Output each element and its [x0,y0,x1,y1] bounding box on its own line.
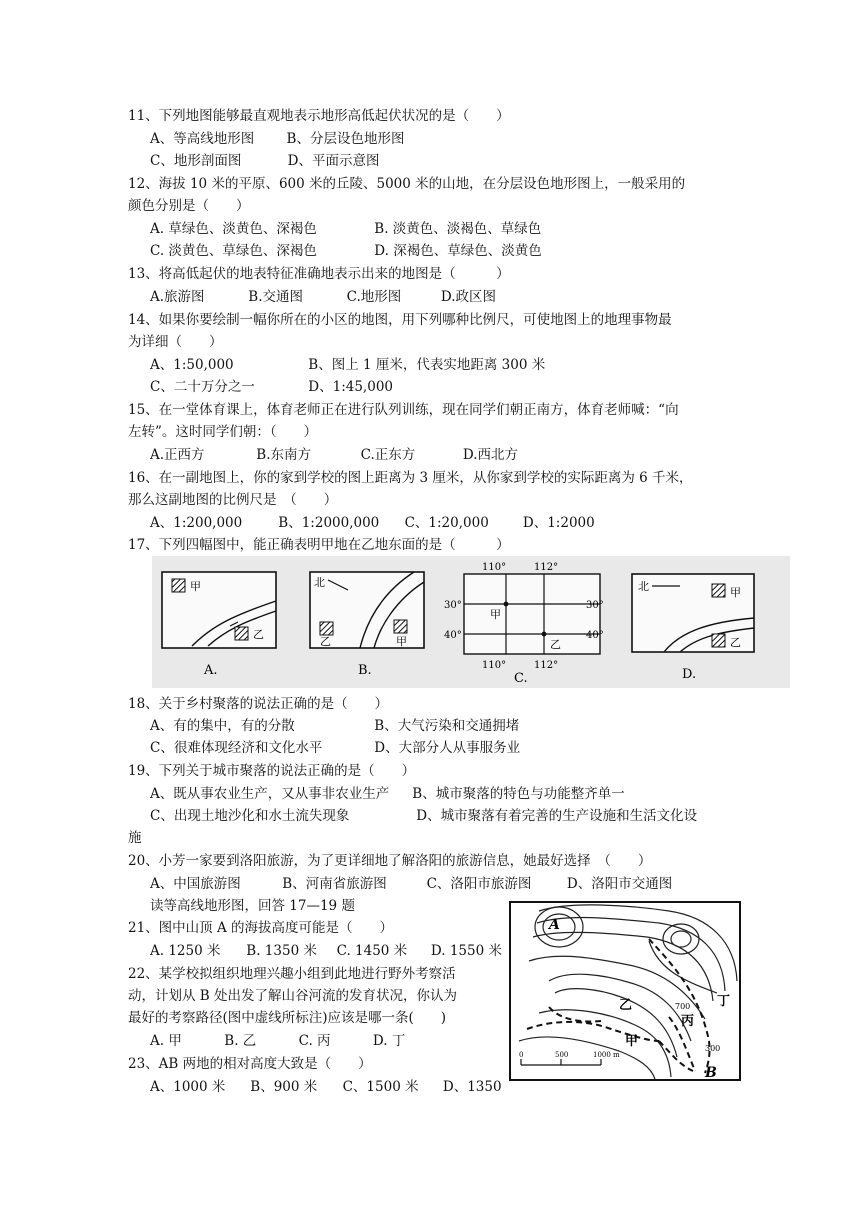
q22-stem-line1: 22、某学校拟组织地理兴趣小组到此地进行野外考察活 [128,966,456,982]
q14-option-d: D、1:45,000 [308,379,393,395]
panel-d-jia-label: 甲 [730,586,741,599]
q23-options [150,1077,502,1097]
q22-stem-line2: 动，计划从 B 处出发了解山谷河流的发育状况，你认为 [128,988,458,1004]
q21-option-c: C. 1450 米 [336,943,408,959]
q20-option-b: B、河南省旅游图 [282,876,387,892]
q21-option-b: B. 1350 米 [246,943,317,959]
panel-c-caption: C. [514,671,528,686]
panel-a-yi-marker [235,627,248,640]
panel-d-yi-label: 乙 [730,636,741,649]
q15-option-c: C.正东方 [360,447,416,463]
q19-option-d: D、城市聚落有着完善的生产设施和生活文化设 [416,808,698,824]
panel-a-caption: A. [204,663,218,678]
panel-c-top-lon-2: 112° [534,562,559,573]
panel-d-jia-marker [712,584,725,597]
q11-option-d: D、平面示意图 [287,153,380,169]
panel-c-right-lat-2: 40° [586,630,604,641]
q12-options-row1 [150,219,541,239]
q18-options-row2 [150,738,520,758]
panel-c-left-lat-1: 30° [444,600,462,611]
q23-option-c: C、1500 米 [342,1079,419,1095]
q19-stem: 19、下列关于城市聚落的说法正确的是（ ） [128,763,416,779]
contour-route-jia: 甲 [625,1034,639,1049]
panel-c-right-lat-1: 30° [586,600,604,611]
panel-c-top-lon-1: 110° [482,562,507,573]
contour-point-b-label: B [705,1065,717,1081]
panel-c [444,562,604,686]
panel-a-jia-label: 甲 [190,580,201,593]
q16-option-d: D、1:2000 [522,515,595,531]
q12-option-c: C. 淡黄色、草绿色、深褐色 [150,243,317,259]
scale-label-0: 0 [519,1051,524,1059]
q16-option-c: C、1:20,000 [404,515,489,531]
panel-c-yi-point [542,632,547,637]
contour-map [509,901,741,1081]
q20-stem: 20、小芳一家要到洛阳旅游，为了更详细地了解洛阳的旅游信息，她最好选择 （ ） [128,853,652,869]
q15-option-b: B.东南方 [256,447,312,463]
q22-option-b: B. 乙 [224,1033,257,1049]
q19-tail: 施 [128,830,142,846]
panel-b-yi-marker [320,622,333,635]
contour-route-yi: 乙 [619,998,633,1013]
q13-options [150,287,496,307]
q19-option-c: C、出现土地沙化和水土流失现象 [150,808,350,824]
q14-options-row1 [150,355,545,375]
q21-option-a: A. 1250 米 [150,943,221,959]
panel-c-left-lat-2: 40° [444,630,462,641]
panel-b-jia-marker [394,620,407,633]
q19-options-row1 [150,784,625,804]
contour-peak-label: A [549,917,560,933]
panel-c-bottom-lon-2: 112° [534,660,559,671]
q12-stem-line1: 12、海拔 10 米的平原、600 米的丘陵、5000 米的山地，在分层设色地形图上，一般采用的 [128,176,686,192]
contour-route-bing: 丙 [681,1014,695,1029]
q11-option-b: B、分层设色地形图 [286,131,405,147]
q22-option-c: C. 丙 [298,1033,331,1049]
scale-label-1000: 1000 m [593,1051,620,1059]
panel-a-yi-label: 乙 [253,628,264,641]
contour-elev-700: 700 [675,1002,691,1011]
q13-option-d: D.政区图 [440,289,497,305]
q11-stem: 11、下列地图能够最直观地表示地形高低起伏状况的是（ ） [128,108,510,124]
q18-option-c: C、很难体现经济和文化水平 [150,740,323,756]
panel-d-caption: D. [682,667,697,682]
panel-a-jia-marker [172,579,185,592]
q13-option-b: B.交通图 [248,289,304,305]
q12-option-d: D. 深褐色、草绿色、淡黄色 [374,243,542,259]
q22-options [150,1031,405,1051]
panel-b-jia-label: 甲 [396,635,407,648]
q23-option-a: A、1000 米 [150,1079,226,1095]
q22-option-a: A. 甲 [150,1033,182,1049]
q19-options-row2 [150,806,697,826]
q12-stem-line2: 颜色分别是（ ） [128,198,250,214]
contour-elev-300: 300 [705,1044,721,1053]
q13-option-a: A.旅游图 [150,289,205,305]
q14-stem-line1: 14、如果你要绘制一幅你所在的小区的地图，用下列哪种比例尺，可使地图上的地理事物最 [128,312,672,328]
contour-route-ding: 丁 [717,994,731,1009]
panel-d-yi-marker [712,634,725,647]
q21-stem: 21、图中山顶 A 的海拔高度可能是（ ） [128,920,394,936]
q11-options-row1 [150,129,404,149]
q16-stem-line1: 16、在一副地图上，你的家到学校的图上距离为 3 厘米，从你家到学校的实际距离为 6 千米， [128,470,693,486]
q18-option-a: A、有的集中，有的分散 [150,718,295,734]
q18-options-row1 [150,716,519,736]
q14-options-row2 [150,377,393,397]
q12-option-b: B. 淡黄色、淡褐色、草绿色 [374,221,542,237]
q15-options [150,445,518,465]
q23-option-d: D、1350 [442,1079,502,1095]
q14-option-c: C、二十万分之一 [150,379,255,395]
q21-option-d: D. 1550 米 [430,943,502,959]
panel-b-north-label: 北 [314,576,325,589]
q20-option-c: C、洛阳市旅游图 [426,876,532,892]
q22-stem-line3: 最好的考察路径(图中虚线所标注)应该是哪一条( ) [128,1010,447,1026]
q11-options-row2 [150,151,379,171]
q22-option-d: D. 丁 [372,1033,406,1049]
q13-stem: 13、将高低起伏的地表特征准确地表示出来的地图是（ ） [128,266,510,282]
q16-option-b: B、1:2000,000 [278,515,380,531]
q14-stem-line2: 为详细（ ） [128,334,223,350]
q19-option-a: A、既从事农业生产，又从事非农业生产 [150,786,390,802]
q20-options [150,874,672,894]
q18-option-b: B、大气污染和交通拥堵 [374,718,520,734]
panel-c-jia-point [504,602,509,607]
q23-option-b: B、900 米 [250,1079,318,1095]
q16-options [150,513,595,533]
panel-c-jia-label: 甲 [490,608,501,621]
q14-option-b: B、图上 1 厘米，代表实地距离 300 米 [308,357,546,373]
q15-stem-line1: 15、在一堂体育课上，体育老师正在进行队列训练，现在同学们朝正南方，体育老师喊：“向 [128,402,679,418]
q20-option-d: D、洛阳市交通图 [566,876,673,892]
scale-label-500: 500 [555,1051,569,1059]
q16-option-a: A、1:200,000 [150,515,243,531]
q21-options [150,941,502,961]
panel-c-bottom-lon-1: 110° [482,660,507,671]
panel-d-north-label: 北 [638,580,649,593]
q20-option-a: A、中国旅游图 [150,876,241,892]
q17-figure [152,556,790,688]
contour-intro: 读等高线地形图，回答 17—19 题 [150,898,355,914]
q11-option-c: C、地形剖面图 [150,153,242,169]
q23-stem: 23、AB 两地的相对高度大致是（ ） [128,1056,372,1072]
q15-stem-line2: 左转”。这时同学们朝：（ ） [128,424,318,440]
q12-option-a: A. 草绿色、淡黄色、深褐色 [150,221,317,237]
panel-b-caption: B. [358,663,372,678]
q13-option-c: C.地形图 [346,289,402,305]
q19-option-b: B、城市聚落的特色与功能整齐单一 [412,786,625,802]
q16-stem-line2: 那么这副地图的比例尺是 （ ） [128,492,338,508]
q12-options-row2 [150,241,542,261]
panel-b [310,572,424,678]
panel-c-yi-label: 乙 [550,638,561,651]
q18-stem: 18、关于乡村聚落的说法正确的是（ ） [128,696,389,712]
q17-stem: 17、下列四幅图中，能正确表明甲地在乙地东面的是（ ） [128,537,510,553]
q11-option-a: A、等高线地形图 [150,131,255,147]
panel-a [162,572,276,678]
q18-option-d: D、大部分人从事服务业 [374,740,521,756]
q15-option-d: D.西北方 [462,447,519,463]
q15-option-a: A.正西方 [150,447,205,463]
panel-b-yi-label: 乙 [320,635,331,648]
panel-d [632,574,754,682]
q14-option-a: A、1:50,000 [150,357,234,373]
